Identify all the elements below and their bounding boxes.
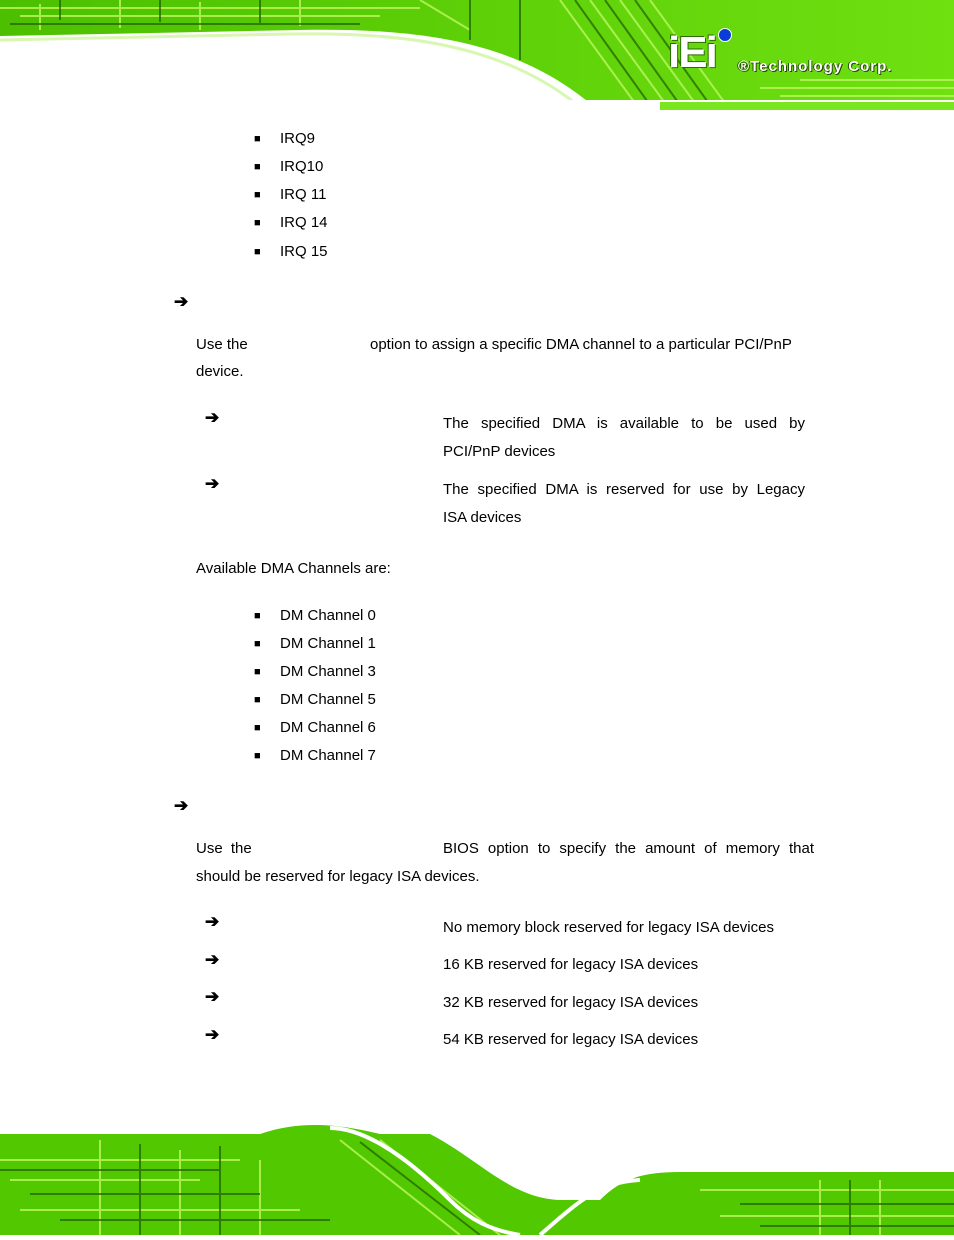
dma-channel-item: DM Channel 5 [280,691,376,708]
memory-intro-part1: Use the [196,840,252,857]
footer-banner [0,1120,954,1235]
option-arrow-icon: ➔ [205,408,220,427]
dma-option-desc: The specified DMA is reserved for use by Legacy [443,481,805,498]
dma-intro-part1: Use the [196,336,248,353]
irq-item: IRQ 14 [280,214,328,231]
dma-option-desc: The specified DMA is available to be used by [443,415,805,432]
square-bullet-icon: ■ [254,161,261,173]
irq-item: IRQ 15 [280,243,328,260]
irq-item: IRQ 11 [280,186,327,203]
memory-intro-line2: should be reserved for legacy ISA devices. [196,868,480,885]
memory-option-desc: No memory block reserved for legacy ISA devices [443,919,774,936]
option-arrow-icon: ➔ [205,987,220,1006]
square-bullet-icon: ■ [254,133,261,145]
company-logo [668,28,938,84]
option-arrow-icon: ➔ [205,912,220,931]
header-banner [0,0,954,112]
dma-option-desc: ISA devices [443,509,522,526]
square-bullet-icon: ■ [254,610,261,622]
square-bullet-icon: ■ [254,722,261,734]
logo-mark: iEi [668,28,716,77]
irq-item: IRQ9 [280,130,316,147]
dma-channel-item: DM Channel 1 [280,635,376,652]
dma-channel-item: DM Channel 3 [280,663,376,680]
dma-channel-item: DM Channel 6 [280,719,376,736]
memory-option-desc: 54 KB reserved for legacy ISA devices [443,1031,699,1048]
square-bullet-icon: ■ [254,189,261,201]
logo-tagline: ®Technology Corp. [738,58,893,75]
section-arrow-icon: ➔ [174,292,189,311]
irq-item: IRQ10 [280,158,324,175]
memory-option-desc: 16 KB reserved for legacy ISA devices [443,956,699,973]
dma-intro-part2: option to assign a specific DMA channel to a particular PCI/PnP [370,336,792,353]
logo-dot-icon [718,28,732,42]
square-bullet-icon: ■ [254,750,261,762]
square-bullet-icon: ■ [254,694,261,706]
circuit-board-footer-graphic [0,1120,954,1235]
dma-channel-item: DM Channel 0 [280,607,376,624]
option-arrow-icon: ➔ [205,474,220,493]
memory-option-desc: 32 KB reserved for legacy ISA devices [443,994,699,1011]
dma-intro-line2: device. [196,363,244,380]
square-bullet-icon: ■ [254,217,261,229]
dma-option-desc: PCI/PnP devices [443,443,556,460]
option-arrow-icon: ➔ [205,950,220,969]
memory-intro-part2: BIOS option to specify the amount of memory that [443,840,814,857]
square-bullet-icon: ■ [254,638,261,650]
available-dma-label: Available DMA Channels are: [196,560,391,577]
option-arrow-icon: ➔ [205,1025,220,1044]
square-bullet-icon: ■ [254,246,261,258]
dma-channel-item: DM Channel 7 [280,747,376,764]
section-arrow-icon: ➔ [174,796,189,815]
square-bullet-icon: ■ [254,666,261,678]
